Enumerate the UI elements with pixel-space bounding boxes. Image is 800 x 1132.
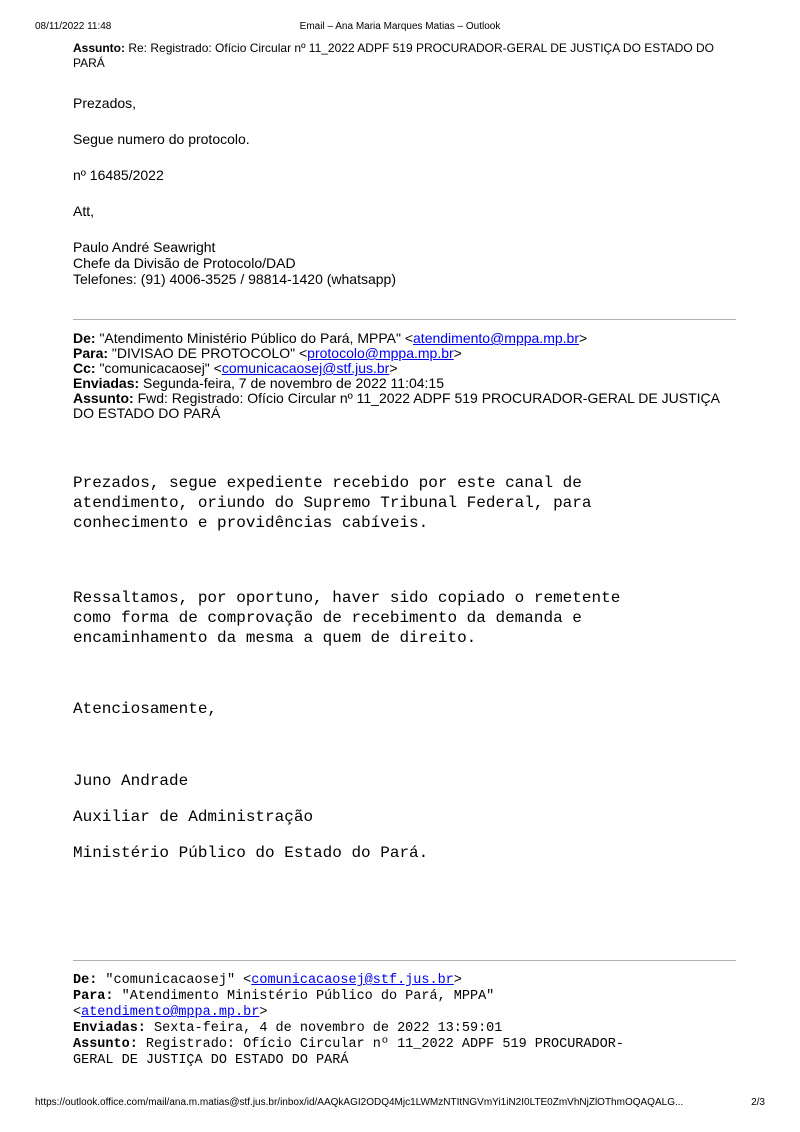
email3-from-name: "comunicacaosej" < (105, 973, 252, 988)
email2-para1-line3: conhecimento e providências cabíveis. (73, 514, 429, 532)
email2-paragraph-1 (73, 473, 591, 533)
email2-para1-line2: atendimento, oriundo do Supremo Tribunal Federal, para (73, 494, 592, 512)
email2-sent (73, 376, 738, 391)
divider-1 (73, 319, 736, 320)
email2-cc-label: Cc: (73, 360, 96, 376)
print-page-number: 2/3 (751, 1097, 765, 1108)
email1-subject (73, 41, 733, 71)
email3-subject-line2: GERAL DE JUSTIÇA DO ESTADO DO PARÁ (73, 1053, 349, 1068)
email1-closing: Att, (73, 203, 95, 219)
email2-header (73, 331, 738, 421)
email2-from-label: De: (73, 330, 96, 346)
email2-subject (73, 391, 738, 421)
divider-2 (73, 960, 736, 961)
print-datetime: 08/11/2022 11:48 (35, 21, 112, 32)
email2-para2-line2: como forma de comprovação de recebimento da demanda e (73, 609, 582, 627)
email1-sig-title: Chefe da Divisão de Protocolo/DAD (73, 255, 296, 271)
email1-subject-text: Re: Registrado: Ofício Circular nº 11_2022 ADPF 519 PROCURADOR-GERAL DE JUSTIÇA DO ESTADO DO PARÁ (73, 41, 715, 70)
email3-sent-date: Sexta-feira, 4 de novembro de 2022 13:59:01 (154, 1021, 503, 1036)
email1-sig-name: Paulo André Seawright (73, 239, 216, 255)
email2-cc-email-link[interactable]: comunicacaosej@stf.jus.br (221, 360, 390, 376)
email1-subject-label: Assunto: (73, 41, 125, 55)
email2-closing: Atenciosamente, (73, 700, 218, 718)
email3-subject-label: Assunto: (73, 1037, 138, 1052)
email3-from-label: De: (73, 973, 98, 988)
email1-sig-phones: Telefones: (91) 4006-3525 / 98814-1420 (whatsapp) (73, 271, 396, 287)
email3-subject-text-1: Registrado: Ofício Circular nº 11_2022 ADPF 519 PROCURADOR- (145, 1037, 624, 1052)
email2-subject-text: Fwd: Registrado: Ofício Circular nº 11_2022 ADPF 519 PROCURADOR-GERAL DE JUSTIÇA DO ESTADO DO PARÁ (73, 390, 720, 421)
email3-to-email: <atendimento@mppa.mp.br> (73, 1005, 268, 1020)
email3-to (73, 989, 738, 1005)
email2-to-name: "DIVISAO DE PROTOCOLO" < (111, 345, 308, 361)
email3-from: De: "comunicacaosej" <comunicacaosej@stf.jus.br> (73, 973, 462, 988)
email2-para2-line3: encaminhamento da mesma a quem de direito. (73, 629, 477, 647)
email2-sent-date: Segunda-feira, 7 de novembro de 2022 11:04:15 (143, 375, 444, 391)
email1-protocol: nº 16485/2022 (73, 167, 164, 183)
email2-from-name: "Atendimento Ministério Público do Pará, MPPA" < (99, 330, 414, 346)
print-url: https://outlook.office.com/mail/ana.m.matias@stf.jus.br/inbox/id/AAQkAGI2ODQ4Mjc1LWMzNTItNGVmYi1iN2I0LTE0ZmVhNjZlOThmOQAQALG... (35, 1097, 684, 1108)
email2-paragraph-2 (73, 588, 620, 648)
email2-from-email-link[interactable]: atendimento@mppa.mp.br (413, 330, 579, 346)
email1-greeting: Prezados, (73, 95, 137, 111)
email2-sig-title: Auxiliar de Administração (73, 808, 314, 826)
email2-to: Para: "DIVISAO DE PROTOCOLO" <protocolo@mppa.mp.br> (73, 345, 462, 361)
email2-sent-label: Enviadas: (73, 375, 140, 391)
email2-sig-org: Ministério Público do Estado do Pará. (73, 844, 429, 862)
email2-para2-line1: Ressaltamos, por oportuno, haver sido copiado o remetente (73, 589, 621, 607)
email3-to-email-link[interactable]: atendimento@mppa.mp.br (81, 1005, 260, 1020)
email2-subject-label: Assunto: (73, 390, 134, 406)
email2-sig-name: Juno Andrade (73, 772, 189, 790)
email3-to-label: Para: (73, 989, 114, 1004)
email3-sent (73, 1021, 738, 1037)
email2-para1-line1: Prezados, segue expediente recebido por este canal de (73, 474, 582, 492)
email3-sent-label: Enviadas: (73, 1021, 146, 1036)
email1-line1: Segue numero do protocolo. (73, 131, 250, 147)
email3-header (73, 973, 738, 1069)
email2-cc: Cc: "comunicacaosej" <comunicacaosej@stf.jus.br> (73, 360, 398, 376)
email2-to-email-link[interactable]: protocolo@mppa.mp.br (307, 345, 454, 361)
email2-from: De: "Atendimento Ministério Público do Pará, MPPA" <atendimento@mppa.mp.br> (73, 330, 588, 346)
email2-cc-name: "comunicacaosej" < (99, 360, 222, 376)
email2-to-label: Para: (73, 345, 109, 361)
print-title: Email – Ana Maria Marques Matias – Outlook (299, 21, 501, 32)
email3-from-email-link[interactable]: comunicacaosej@stf.jus.br (251, 973, 454, 988)
email3-subject (73, 1037, 738, 1053)
email1-signature (73, 239, 396, 287)
email3-to-name: "Atendimento Ministério Público do Pará, MPPA" (121, 989, 495, 1004)
